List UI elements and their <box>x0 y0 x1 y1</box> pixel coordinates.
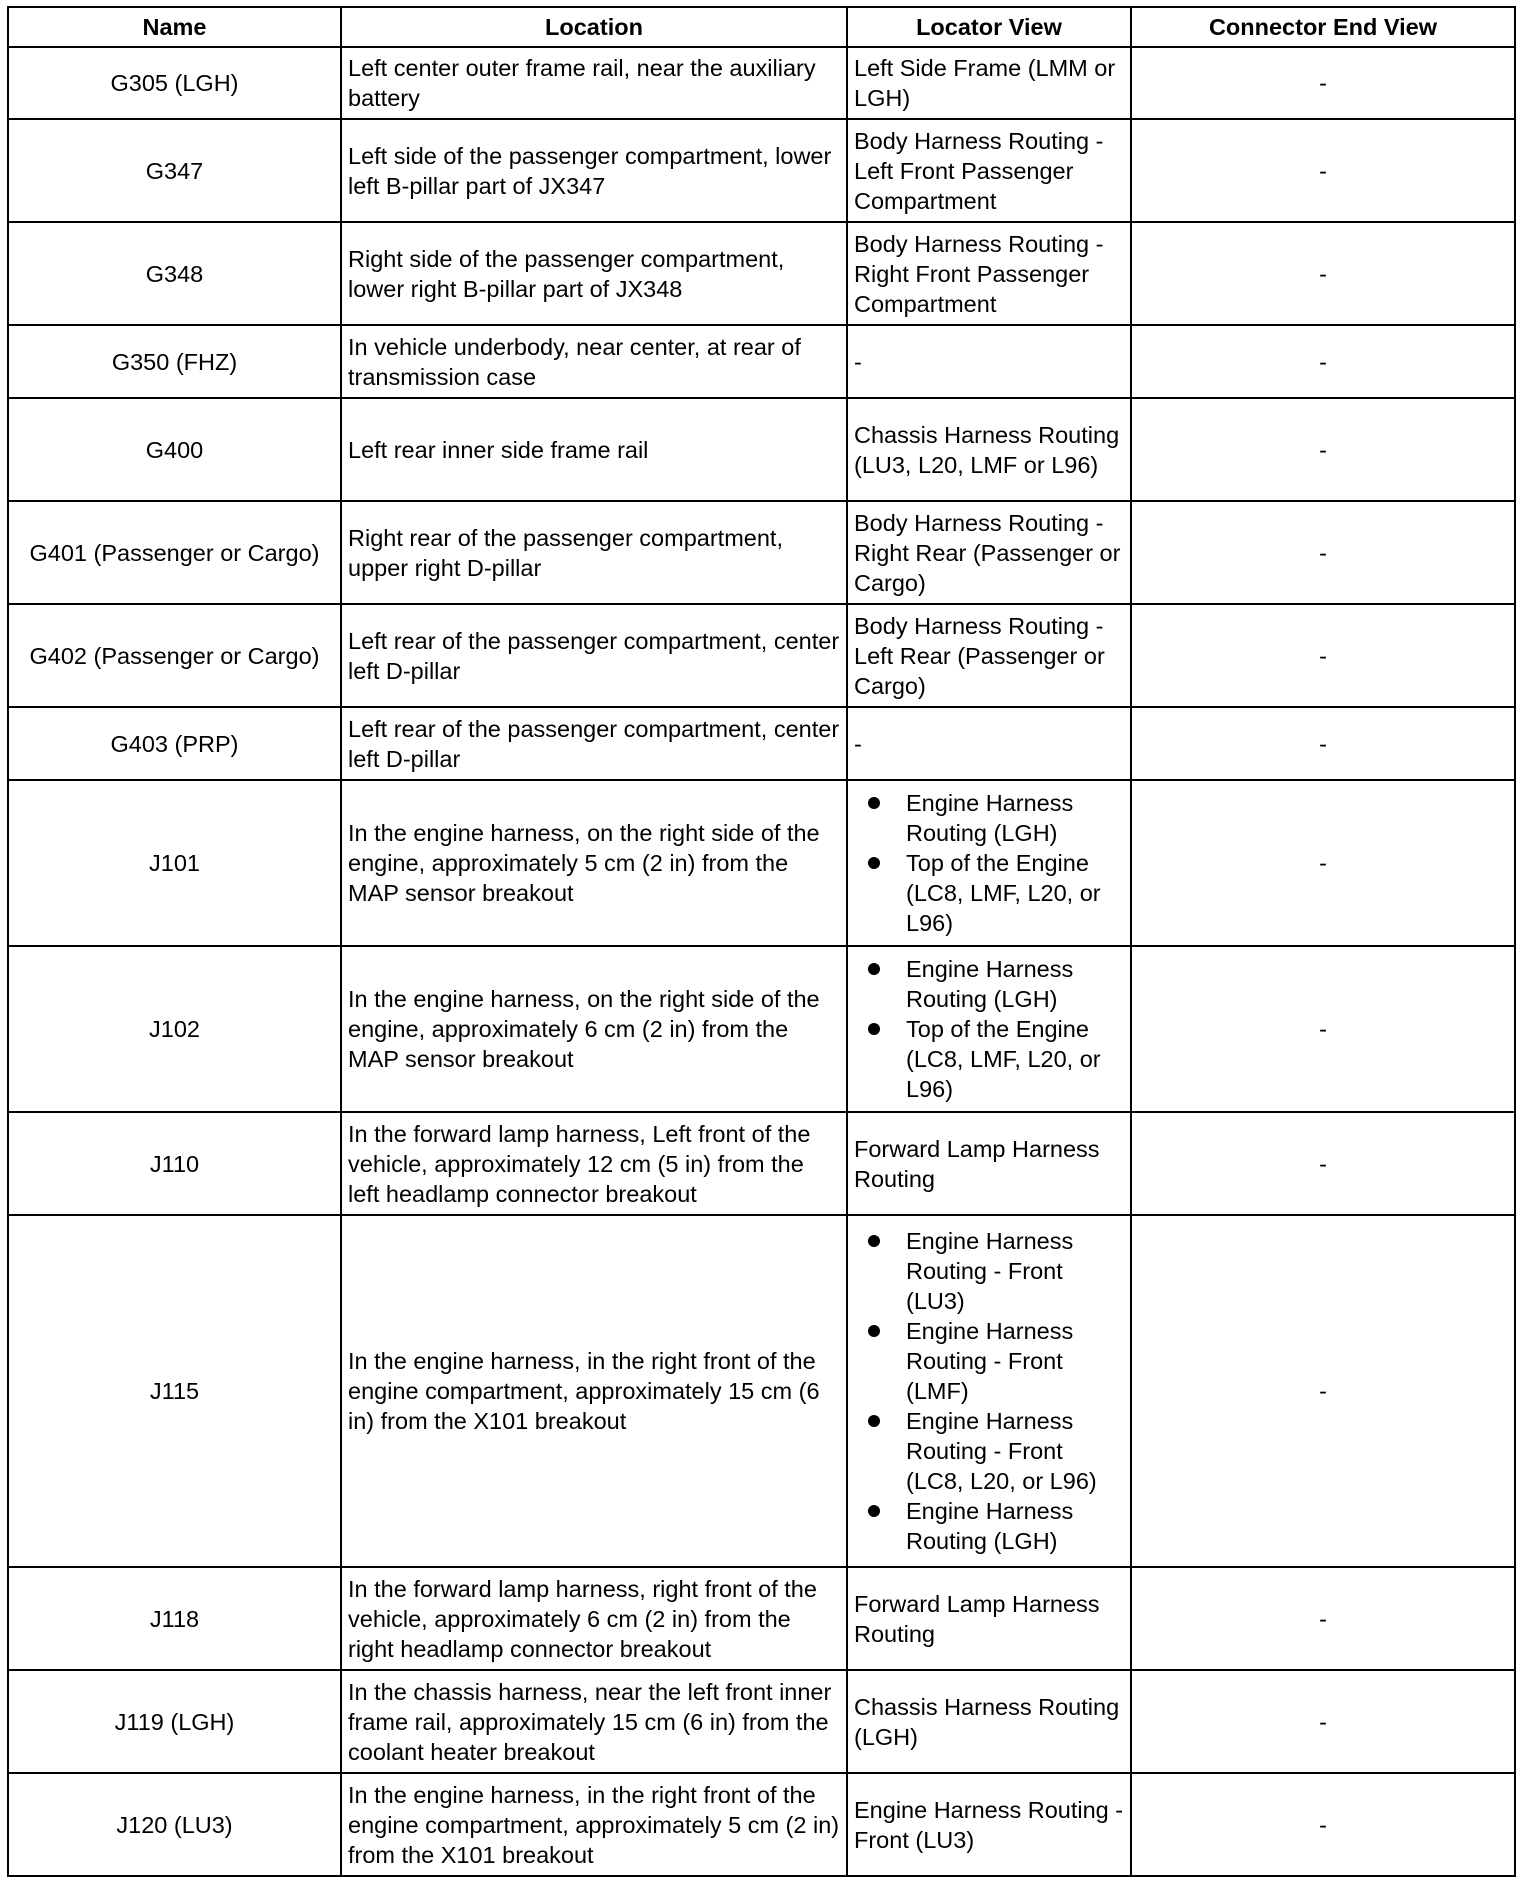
table-row <box>8 325 1515 398</box>
cell-connector-end-view: - <box>1131 119 1515 222</box>
table-row <box>8 604 1515 707</box>
cell-name: J102 <box>8 946 341 1112</box>
cell-name: J120 (LU3) <box>8 1773 341 1876</box>
locator-view-text: - <box>854 730 862 757</box>
cell-location: Left rear inner side frame rail <box>341 398 847 501</box>
cell-locator-view <box>847 1773 1131 1876</box>
cell-location: Right side of the passenger compartment, lower right B-pillar part of JX348 <box>341 222 847 325</box>
cell-connector-end-view: - <box>1131 1112 1515 1215</box>
locator-view-text: Body Harness Routing - Right Rear (Passenger or Cargo) <box>854 509 1121 596</box>
locator-view-text: Forward Lamp Harness Routing <box>854 1135 1100 1192</box>
cell-connector-end-view: - <box>1131 47 1515 119</box>
cell-locator-view <box>847 1215 1131 1567</box>
locator-view-list-item: Engine Harness Routing (LGH) <box>868 954 1124 1014</box>
cell-name: J115 <box>8 1215 341 1567</box>
cell-locator-view <box>847 1670 1131 1773</box>
cell-name: G350 (FHZ) <box>8 325 341 398</box>
table-row <box>8 1773 1515 1876</box>
cell-locator-view <box>847 501 1131 604</box>
locator-view-text: Body Harness Routing - Left Front Passenger Compartment <box>854 127 1104 214</box>
table-row <box>8 119 1515 222</box>
table-row <box>8 1112 1515 1215</box>
cell-locator-view <box>847 1112 1131 1215</box>
locator-view-list-item: Engine Harness Routing - Front (LC8, L20, or L96) <box>868 1406 1124 1496</box>
cell-name: G400 <box>8 398 341 501</box>
cell-connector-end-view: - <box>1131 325 1515 398</box>
cell-connector-end-view: - <box>1131 1773 1515 1876</box>
cell-locator-view <box>847 325 1131 398</box>
locator-view-text: Chassis Harness Routing (LU3, L20, LMF or L96) <box>854 421 1120 478</box>
locator-view-list <box>854 1226 1124 1556</box>
locator-view-text: Engine Harness Routing - Front (LU3) <box>854 1796 1124 1853</box>
cell-name: J110 <box>8 1112 341 1215</box>
table-body <box>8 47 1515 1876</box>
cell-locator-view <box>847 119 1131 222</box>
locator-view-list <box>854 788 1124 938</box>
cell-location: In the engine harness, on the right side of the engine, approximately 6 cm (2 in) from the MAP sensor breakout <box>341 946 847 1112</box>
component-locator-table <box>7 6 1516 1877</box>
cell-name: G347 <box>8 119 341 222</box>
cell-location: In the engine harness, in the right front of the engine compartment, approximately 5 cm (2 in) from the X101 breakout <box>341 1773 847 1876</box>
cell-location: In the forward lamp harness, Left front of the vehicle, approximately 12 cm (5 in) from the left headlamp connector breakout <box>341 1112 847 1215</box>
cell-location: In the engine harness, on the right side of the engine, approximately 5 cm (2 in) from the MAP sensor breakout <box>341 780 847 946</box>
locator-view-list-item: Engine Harness Routing (LGH) <box>868 1496 1124 1556</box>
cell-name: J119 (LGH) <box>8 1670 341 1773</box>
header-name: Name <box>8 7 341 47</box>
cell-connector-end-view: - <box>1131 604 1515 707</box>
locator-view-list-item: Engine Harness Routing - Front (LU3) <box>868 1226 1124 1316</box>
cell-connector-end-view: - <box>1131 501 1515 604</box>
header-connector-end-view: Connector End View <box>1131 7 1515 47</box>
table-row <box>8 222 1515 325</box>
table-row <box>8 1215 1515 1567</box>
locator-view-list-item: Top of the Engine (LC8, LMF, L20, or L96) <box>868 1014 1124 1104</box>
cell-location: Right rear of the passenger compartment, upper right D-pillar <box>341 501 847 604</box>
cell-connector-end-view: - <box>1131 946 1515 1112</box>
locator-view-text: - <box>854 348 862 375</box>
cell-locator-view <box>847 398 1131 501</box>
locator-view-list <box>854 954 1124 1104</box>
cell-name: G348 <box>8 222 341 325</box>
cell-connector-end-view: - <box>1131 1215 1515 1567</box>
cell-connector-end-view: - <box>1131 707 1515 780</box>
cell-location: In the forward lamp harness, right front of the vehicle, approximately 6 cm (2 in) from the right headlamp connector breakout <box>341 1567 847 1670</box>
cell-locator-view <box>847 604 1131 707</box>
cell-connector-end-view: - <box>1131 398 1515 501</box>
table-row <box>8 707 1515 780</box>
cell-connector-end-view: - <box>1131 1670 1515 1773</box>
table-row <box>8 398 1515 501</box>
locator-view-list-item: Top of the Engine (LC8, LMF, L20, or L96) <box>868 848 1124 938</box>
table-row <box>8 780 1515 946</box>
cell-name: G402 (Passenger or Cargo) <box>8 604 341 707</box>
cell-location: Left center outer frame rail, near the auxiliary battery <box>341 47 847 119</box>
locator-view-text: Body Harness Routing - Left Rear (Passenger or Cargo) <box>854 612 1105 699</box>
header-row <box>8 7 1515 47</box>
cell-connector-end-view: - <box>1131 1567 1515 1670</box>
cell-name: J101 <box>8 780 341 946</box>
cell-connector-end-view: - <box>1131 222 1515 325</box>
cell-location: Left rear of the passenger compartment, center left D-pillar <box>341 604 847 707</box>
locator-view-text: Chassis Harness Routing (LGH) <box>854 1693 1120 1750</box>
cell-name: J118 <box>8 1567 341 1670</box>
cell-locator-view <box>847 780 1131 946</box>
table-row <box>8 946 1515 1112</box>
cell-location: In vehicle underbody, near center, at rear of transmission case <box>341 325 847 398</box>
locator-view-text: Left Side Frame (LMM or LGH) <box>854 55 1116 111</box>
cell-location: Left side of the passenger compartment, lower left B-pillar part of JX347 <box>341 119 847 222</box>
cell-name: G305 (LGH) <box>8 47 341 119</box>
table-row <box>8 47 1515 119</box>
locator-view-text: Body Harness Routing - Right Front Passenger Compartment <box>854 230 1104 317</box>
cell-locator-view <box>847 1567 1131 1670</box>
cell-location: In the chassis harness, near the left front inner frame rail, approximately 15 cm (6 in) from the coolant heater breakout <box>341 1670 847 1773</box>
cell-name: G401 (Passenger or Cargo) <box>8 501 341 604</box>
cell-locator-view <box>847 47 1131 119</box>
locator-view-list-item: Engine Harness Routing (LGH) <box>868 788 1124 848</box>
cell-connector-end-view: - <box>1131 780 1515 946</box>
header-location: Location <box>341 7 847 47</box>
table-row <box>8 1567 1515 1670</box>
header-locator-view: Locator View <box>847 7 1131 47</box>
table-row <box>8 1670 1515 1773</box>
locator-view-text: Forward Lamp Harness Routing <box>854 1590 1100 1647</box>
cell-location: In the engine harness, in the right front of the engine compartment, approximately 15 cm (6 in) from the X101 breakout <box>341 1215 847 1567</box>
cell-locator-view <box>847 946 1131 1112</box>
cell-location: Left rear of the passenger compartment, center left D-pillar <box>341 707 847 780</box>
cell-locator-view <box>847 222 1131 325</box>
table-row <box>8 501 1515 604</box>
cell-name: G403 (PRP) <box>8 707 341 780</box>
cell-locator-view <box>847 707 1131 780</box>
locator-view-list-item: Engine Harness Routing - Front (LMF) <box>868 1316 1124 1406</box>
